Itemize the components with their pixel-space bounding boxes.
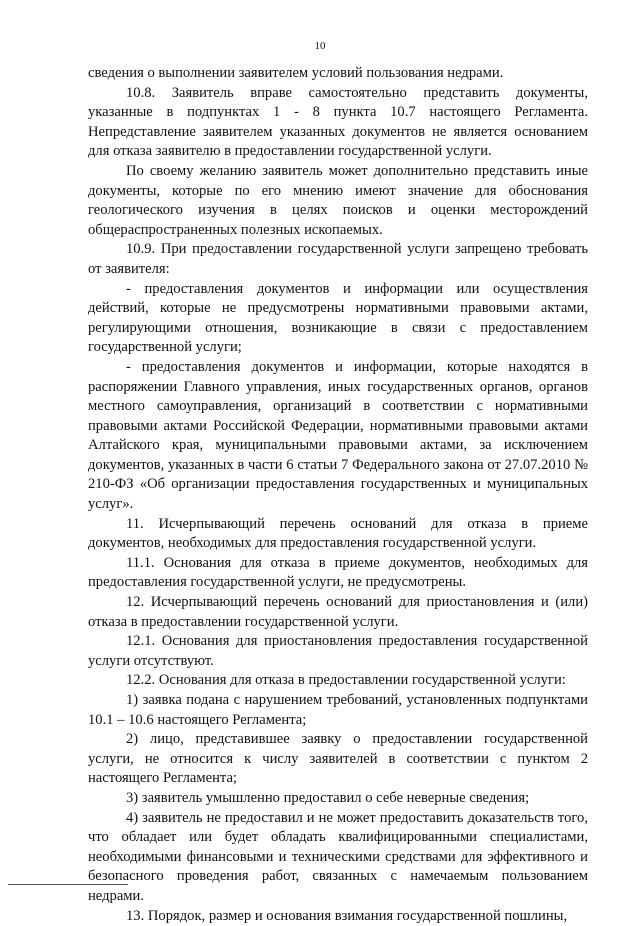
page-number: 10 — [314, 40, 326, 52]
list-item: 2) лицо, представившее заявку о предоставлении государственной услуги, не относится к числу заявителей в соответствии с пунктом 2 настоящего Регламента; — [88, 731, 588, 787]
paragraph: По своему желанию заявитель может дополнительно представить иные документы, которые по его мнению имеют значение для обоснования геологического изучения в целях поисков и оценки месторождений общераспространенных полезных ископаемых. — [88, 162, 588, 238]
list-item: - предоставления документов и информации или осуществления действий, которые не предусмотрены нормативными правовыми актами, регулирующими отношения, возникающие в связи с предоставлением государственной услуги; — [88, 280, 588, 356]
paragraph: 10.9. При предоставлении государственной услуги запрещено требовать от заявителя: — [88, 241, 588, 277]
paragraph: 12.1. Основания для приостановления предоставления государственной услуги отсутствуют. — [88, 633, 588, 669]
paragraph: 10.8. Заявитель вправе самостоятельно представить документы, указанные в подпунктах 1 - 8 пункта 10.7 настоящего Регламента. Непредставление заявителем указанных документов не является основанием для отказа заявителю в предоставлении государственной услуги. — [88, 84, 588, 160]
paragraph: 13. Порядок, размер и основания взимания государственной пошлины, — [126, 907, 568, 924]
list-item: 1) заявка подана с нарушением требований, установленных подпунктами 10.1 – 10.6 настоящего Регламента; — [88, 692, 588, 728]
list-item: 4) заявитель не предоставил и не может предоставить доказательств того, что обладает или будет обладать квалифицированными специалистами, необходимыми финансовыми и техническими средствами для эффективного и безопасного проведения работ, связанных с намечаемым пользованием недрами. — [88, 809, 588, 904]
footnote-divider — [8, 884, 128, 885]
paragraph: 11.1. Основания для отказа в приеме документов, необходимых для предоставления государственной услуги, не предусмотрены. — [88, 554, 588, 591]
document-body — [88, 64, 588, 926]
paragraph: 12. Исчерпывающий перечень оснований для приостановления и (или) отказа в предоставлении государственной услуги. — [88, 594, 588, 630]
paragraph: 12.2. Основания для отказа в предоставлении государственной услуги: — [126, 672, 566, 689]
paragraph: 11. Исчерпывающий перечень оснований для отказа в приеме документов, необходимых для предоставления государственной услуги. — [88, 515, 588, 552]
paragraph: сведения о выполнении заявителем условий пользования недрами. — [88, 65, 504, 81]
list-item: 3) заявитель умышленно предоставил о себе неверные сведения; — [126, 789, 530, 806]
list-item: - предоставления документов и информации, которые находятся в распоряжении Главного управления, иных государственных органов, органов местного самоуправления, организаций в соответствии с нормативными правовыми актами Российской Федерации, нормативными правовыми актами Алтайского края, муниципальными правовыми актами, за исключением документов, указанных в части 6 статьи 7 Федерального закона от 27.07.2010 № 210-ФЗ «Об организации предоставления государственных и муниципальных услуг». — [88, 358, 588, 513]
